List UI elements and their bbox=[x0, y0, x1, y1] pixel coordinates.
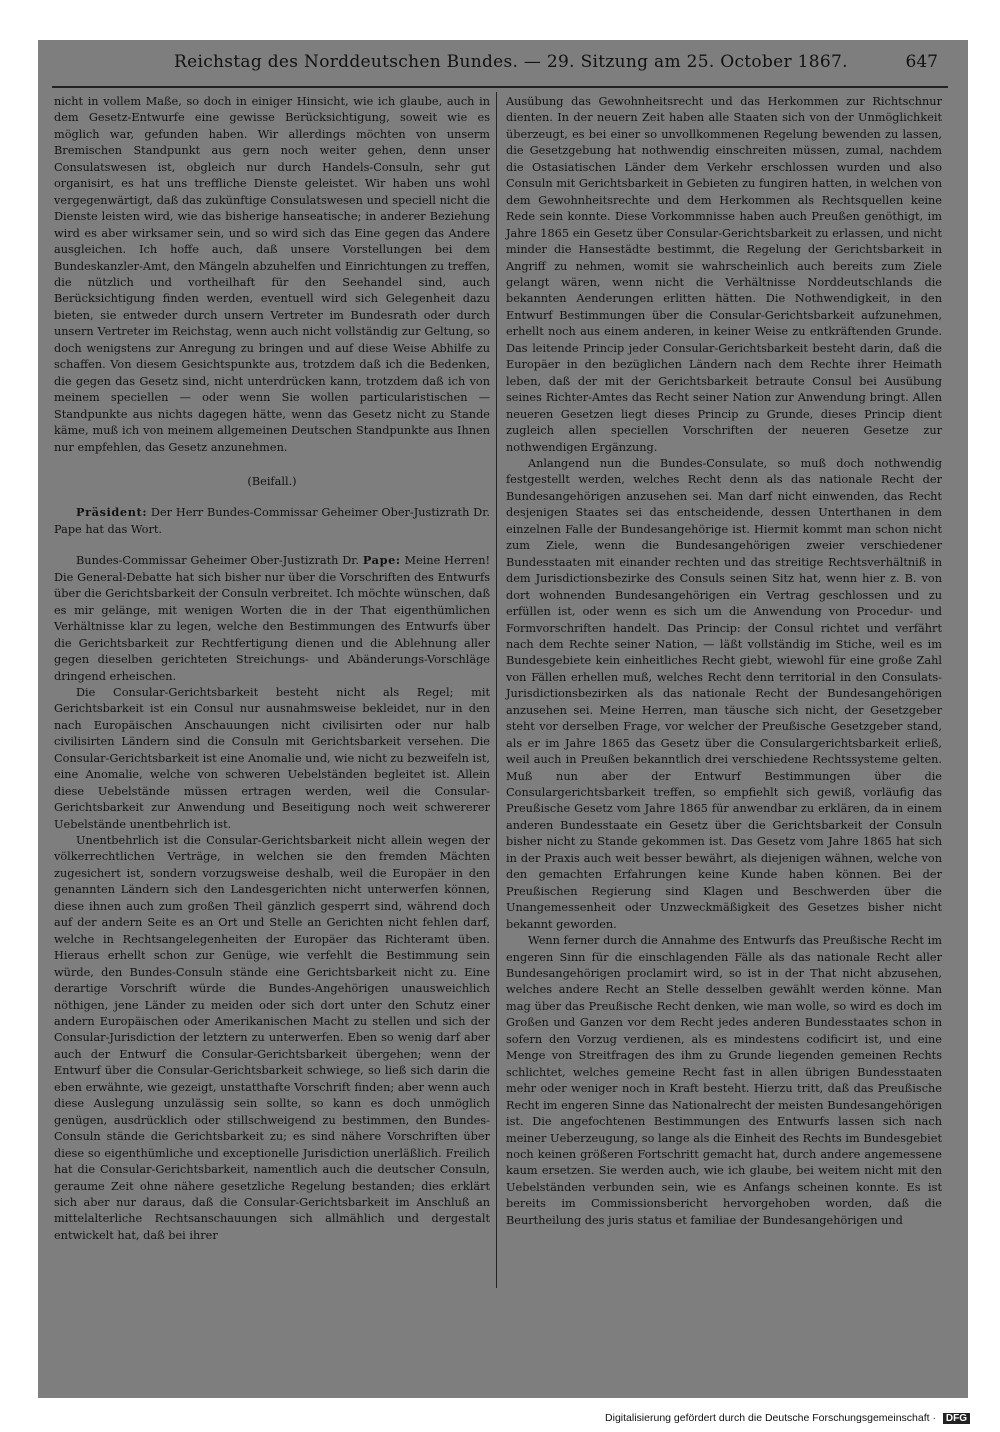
credit-text: Digitalisierung gefördert durch die Deutsche Forschungsgemeinschaft · bbox=[605, 1412, 936, 1424]
running-header bbox=[38, 52, 968, 78]
column-divider bbox=[496, 92, 497, 1288]
header-rule bbox=[52, 86, 948, 88]
page-number: 647 bbox=[905, 52, 938, 72]
president-paragraph bbox=[54, 504, 490, 538]
paragraph: Unentbehrlich ist die Consular-Gerichtsbarkeit nicht allein wegen der völkerrechtlichen Verträge, in welchen sie den fremden Mächten zugesichert ist, sondern vorzugsweise deshalb, weil die Europäer in den genannten Ländern sich den Landesgerichten nicht unterwerfen können, diese ihnen auch zum großen Theil gänzlich gesperrt sind, während doch auf der andern Seite es an Ort und Stelle an Gerichten nicht fehlen darf, welche in Rechtsangelegenheiten der Europäer das Richteramt üben. Hieraus erhellt schon zur Genüge, wie verfehlt die Bestimmung sein würde, den Bundes-Consuln stände eine Gerichtsbarkeit nicht zu. Eine derartige Vorschrift würde die Bundes-Angehörigen unausweichlich nöthigen, jene Länder zu meiden oder sich dort unter den Schutz einer andern Europäischen oder Amerikanischen Macht zu stellen und sich der Consular-Jurisdiction der letztern zu unterwerfen. Eben so wenig darf aber auch der Entwurf die Consular-Gerichtsbarkeit übergehen; wenn der Entwurf über die Consular-Gerichtsbarkeit schwiege, so ließ sich darin die eben erwähnte, wie gezeigt, unstatthafte Vorschrift finden; aber wenn auch diese Auslegung unzulässig sein sollte, so kann es doch unmöglich genügen, ausdrücklich oder stillschweigend zu bestimmen, den Bundes-Consuln stände die Gerichtsbarkeit zu; es sind nähere Vorschriften über diese so eigenthümliche und exceptionelle Jurisdiction unerläßlich. Freilich hat die Consular-Gerichtsbarkeit, namentlich auch die deutscher Consuln, geraume Zeit ohne nähere gesetzliche Regelung bestanden; dies erklärt sich aber nur daraus, daß die Consular-Gerichtsbarkeit im Anschluß an mittelalterliche Rechtsanschauungen sich allmählich und dergestalt entwickelt hat, daß bei ihrer bbox=[54, 834, 490, 1242]
president-text: Der Herr Bundes-Commissar Geheimer Ober-Justizrath Dr. Pape hat das Wort. bbox=[54, 506, 490, 536]
speech-text: Meine Herren! Die General-Debatte hat sich bisher nur über die Vorschriften des Entwurfs über die Gerichtsbarkeit der Consuln verbreitet. Ich möchte wünschen, daß es mir gelänge, mit wenigen Worten die in der That eigenthümlichen Verhältnisse klar zu legen, welche den Bestimmungen des Entwurfs über die Gerichtsbarkeit zur Rechtfertigung dienen und die Ablehnung aller gegen dieselben gerichteten Streichungs- und Abänderungs-Vorschläge dringend erheischen. bbox=[54, 554, 491, 683]
left-column bbox=[54, 94, 490, 1244]
right-column bbox=[506, 94, 942, 1229]
speaker-name: Pape: bbox=[362, 553, 401, 568]
paragraph: Die Consular-Gerichtsbarkeit besteht nicht als Regel; mit Gerichtsbarkeit ist ein Consul nur ausnahmsweise bekleidet, nur in den nach Europäischen Anschauungen nicht civilisirten oder nur halb civilisirten Ländern sind die Consuln mit Gerichtsbarkeit versehen. Die Consular-Gerichtsbarkeit ist eine Anomalie und, wie nicht zu bezweifeln ist, eine Anomalie, welche von schweren Uebelständen begleitet ist. Allein diese Uebelstände müssen ertragen werden, weil die Consular-Gerichtsbarkeit zur Anwendung und Beseitigung noch weit schwererer Uebelstände unentbehrlich ist. bbox=[54, 685, 490, 831]
header-title: Reichstag des Norddeutschen Bundes. — 29. Sitzung am 25. October 1867. bbox=[174, 52, 848, 72]
president-label: Präsident: bbox=[76, 505, 148, 520]
paragraph: Ausübung das Gewohnheitsrecht und das Herkommen zur Richtschnur dienten. In der neuern Zeit haben alle Staaten sich von der Unmöglichkeit überzeugt, es bei einer so unvollkommenen Regelung bewenden zu lassen, die Gesetzgebung hat nothwendig einschreiten müssen, zumal, nachdem die Ostasiatischen Länder dem Verkehr erschlossen wurden und also Consuln mit Gerichtsbarkeit in Gebieten zu fungiren hatten, in welchen von dem Gewohnheitsrechte und dem Herkommen als Rechtsquellen keine Rede sein konnte. Diese Vorkommnisse haben auch Preußen genöthigt, im Jahre 1865 ein Gesetz über Consular-Gerichtsbarkeit zu erlassen, und nicht minder die Hansestädte bestimmt, die Regelung der Gerichtsbarkeit in Angriff zu nehmen, womit sie wahrscheinlich auch bereits zum Ziele gelangt wären, wenn nicht die Verhältnisse Norddeutschlands die bekannten Aenderungen erlitten hätten. Die Nothwendigkeit, in den Entwurf Bestimmungen über die Consular-Gerichtsbarkeit aufzunehmen, erhellt noch aus einem anderen, in keiner Weise zu entkräftenden Grunde. Das leitende Princip jeder Consular-Gerichtsbarkeit besteht darin, daß die Europäer in den bezüglichen Ländern nach dem Rechte ihrer Heimath leben, daß der mit der Gerichtsbarkeit betraute Consul bei Ausübung seines Richter-Amtes das Recht seiner Nation zur Anwendung bringt. Allen neueren Gesetzen liegt dieses Princip zu Grunde, dieses Princip dient zugleich allen speciellen Vorschriften der neueren Gesetze zur nothwendigen Ergänzung. bbox=[506, 95, 942, 454]
speaker-intro: Bundes-Commissar Geheimer Ober-Justizrath Dr. bbox=[76, 554, 360, 568]
paragraph: nicht in vollem Maße, so doch in einiger Hinsicht, wie ich glaube, auch in dem Gesetz-Entwurfe eine gewisse Berücksichtigung, soweit wie es möglich war, gefunden haben. Wir allerdings möchten von unserm Bremischen Standpunkt aus gern noch weiter gehen, denn unser Consulatswesen ist, obgleich nur durch Handels-Consuln, sehr gut organisirt, es hat uns treffliche Dienste geleistet. Wir haben uns wohl vergegenwärtigt, daß das zukünftige Consulatswesen und speciell nicht die Dienste leisten wird, wie das bisherige hanseatische; in anderer Beziehung wird es aber wirksamer sein, und so wird sich das Eine gegen das Andere ausgleichen. Ich hoffe auch, daß unsere Vorstellungen bei dem Bundeskanzler-Amt, den Mängeln abzuhelfen und Einrichtungen zu treffen, die nützlich und vortheilhaft für den Seehandel sind, auch Berücksichtigung finden werden, eventuell wird sich Gelegenheit dazu bieten, sie entweder durch unsern Vertreter im Bundesrath oder durch unsern Vertreter im Reichstag, wenn auch nicht vollständig zur Geltung, so doch wenigstens zur Anregung zu bringen und auf diese Weise Abhilfe zu schaffen. Von diesem Gesichtspunkte aus, trotzdem daß ich die Bedenken, die gegen das Gesetz sind, nicht unterdrücken kann, trotzdem daß ich von meinem speciellen — oder wenn Sie wollen particularistischen — Standpunkte aus nichts dagegen hätte, wenn das Gesetz nicht zu Stande käme, muß ich von meinem allgemeinen Deutschen Standpunkte aus Ihnen nur empfehlen, das Gesetz anzunehmen. bbox=[54, 95, 490, 454]
paragraph: Anlangend nun die Bundes-Consulate, so muß doch nothwendig festgestellt werden, welches Recht denn als das nationale Recht der Bundesangehörigen anzusehen sei. Man darf nicht einwenden, das Recht desjenigen Staates sei das entscheidende, dessen Unterthanen in dem einzelnen Falle der Bundesangehörige ist. Hiermit kommt man schon nicht zum Ziele, wenn die Bundesangehörigen zweier verschiedener Bundesstaaten mit einander rechten und das streitige Rechtsverhältniß in dem Jurisdictionsbezirke des Consuls seinen Sitz hat, wenn hier z. B. von dort wohnenden Bundesangehörigen ein Vertrag geschlossen und zu erfüllen ist, oder wenn es sich um die Anwendung von Procedur- und Formvorschriften handelt. Das Princip: der Consul richtet und verfährt nach dem Rechte seiner Nation, — läßt vollständig im Stiche, weil es im Bundesgebiete kein einheitliches Recht giebt, wiewohl für eine große Zahl von Fällen erhellen muß, welches Recht denn territorial in den Consulats-Jurisdictionsbezirken als das nationale Recht der Bundesangehörigen anzusehen sei. Meine Herren, man täusche sich nicht, der Gesetzgeber steht vor derselben Frage, vor welcher der Preußische Gesetzgeber stand, als er im Jahre 1865 das Gesetz über die Consulargerichtsbarkeit erließ, weil auch in Preußen bekanntlich drei verschiedene Rechtssysteme gelten. Muß nun aber der Entwurf Bestimmungen über die Consulargerichtsbarkeit treffen, so empfiehlt sich gewiß, vorläufig das Preußische Gesetz vom Jahre 1865 für anwendbar zu erklären, da in einem anderen Bundesstaate ein Gesetz über die Gerichtsbarkeit der Consuln bisher nicht zu Stande gekommen ist. Das Gesetz vom Jahre 1865 hat sich in der Praxis auch weit besser bewährt, als diejenigen wähnen, welche von den gemachten Erfahrungen keine Kunde haben können. Bei der Preußischen Regierung sind Klagen und Beschwerden über die Unangemessenheit oder Unzweckmäßigkeit des Gesetzes bisher nicht bekannt geworden. bbox=[506, 456, 942, 931]
speaker-paragraph bbox=[54, 552, 490, 685]
scanned-page bbox=[38, 40, 968, 1398]
applause-note: (Beifall.) bbox=[247, 474, 297, 488]
dfg-logo: DFG bbox=[943, 1413, 970, 1424]
digitization-credit bbox=[605, 1412, 970, 1424]
paragraph: Wenn ferner durch die Annahme des Entwurfs das Preußische Recht im engeren Sinn für die einschlagenden Fälle als das nationale Recht aller Bundesangehörigen proclamirt wird, so ist in der That nicht abzusehen, welches andere Recht an Stelle desselben gewählt werden könne. Man mag über das Preußische Recht denken, wie man wolle, so wird es doch im Großen und Ganzen vor dem Recht jedes anderen Bundesstaates schon in sofern den Vorzug verdienen, als es mindestens codificirt ist, und eine Menge von Streitfragen des ihm zu Grunde liegenden gemeinen Rechts schlichtet, welches gemeine Recht fast in allen übrigen Bundesstaaten mehr oder weniger noch in Kraft besteht. Hierzu tritt, daß das Preußische Recht im engeren Sinne das Nationalrecht der meisten Bundesangehörigen ist. Die angefochtenen Bestimmungen des Entwurfs lassen sich nach meiner Ueberzeugung, so lange als die Einheit des Rechts im Bundesgebiet noch keinen größeren Fortschritt gemacht hat, durch andere angemessene kaum ersetzen. Sie werden auch, wie ich glaube, bei weitem nicht mit den Uebelständen verbunden sein, wie es Anfangs scheinen konnte. Es ist bereits im Commissionsbericht hervorgehoben worden, daß die Beurtheilung des juris status et familiae der Bundesangehörigen und bbox=[506, 934, 942, 1227]
